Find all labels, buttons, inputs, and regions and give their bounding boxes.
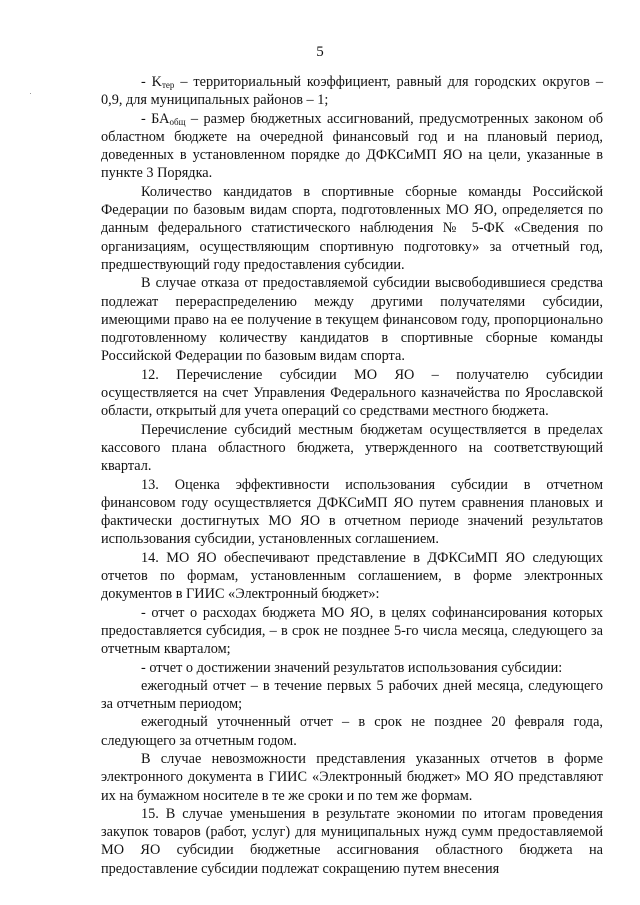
paragraph-ba-obsh: - $БА_{общ}$ – размер бюджетных ассигнований, предусмотренных законом об областном бюджете на очередной финансовый год и на плановый период, доведенных в установленном порядке до ДФКСиМП ЯО на цели, указанные в пункте 3 Порядка. bbox=[101, 110, 603, 182]
document-body bbox=[101, 73, 603, 878]
paragraph-candidates-count: Количество кандидатов в спортивные сборные команды Российской Федерации по базовым видам спорта, подготовленных МО ЯО, определяется по данным федерального статистического наблюдения № 5-ФК «Сведения по организациям, осуществляющим спортивную подготовку» за отчетный год, предшествующий году предоставления субсидии. bbox=[101, 183, 603, 273]
paragraph-item-14: 14. МО ЯО обеспечивают представление в ДФКСиМП ЯО следующих отчетов по формам, установленным соглашением, в форме электронных документов в ГИИС «Электронный бюджет»: bbox=[101, 549, 603, 603]
paragraph-item-12: 12. Перечисление субсидии МО ЯО – получателю субсидии осуществляется на счет Управления Федерального казначейства по Ярославской области, открытый для учета операций со средствами местного бюджета. bbox=[101, 366, 603, 420]
page-number: 5 bbox=[316, 44, 324, 60]
paragraph-kter: - $K_{тер}$ – территориальный коэффициент, равный для городских округов – 0,9, для муниципальных районов – 1; bbox=[101, 74, 603, 109]
paragraph-annual-report: ежегодный отчет – в течение первых 5 рабочих дней месяца, следующего за отчетным периодом; bbox=[101, 677, 603, 713]
paragraph-item-13: 13. Оценка эффективности использования субсидии в отчетном финансовом году осуществляется ДФКСиМП ЯО путем сравнения плановых и фактически достигнутых МО ЯО в отчетном периоде значений результатов использования субсидии, установленных соглашением. bbox=[101, 476, 603, 548]
paragraph-refined-report: ежегодный уточненный отчет – в срок не позднее 20 февраля года, следующего за отчетным годом. bbox=[101, 714, 603, 749]
paragraph-expense-report: - отчет о расходах бюджета МО ЯО, в целях софинансирования которых предоставляется субсидия, – в срок не позднее 5-го числа месяца, следующего за отчетным кварталом; bbox=[101, 604, 603, 658]
paragraph-results-report: - отчет о достижении значений результатов использования субсидии: bbox=[141, 659, 563, 676]
paragraph-item-15: 15. В случае уменьшения в результате экономии по итогам проведения закупок товаров (работ, услуг) для муниципальных нужд сумм предоставляемой МО ЯО субсидии бюджетные ассигнования областного бюджета на предоставление субсидии подлежат сокращению путем внесения bbox=[101, 805, 603, 877]
paragraph-refusal: В случае отказа от предоставляемой субсидии высвободившиеся средства подлежат перераспределению между другими получателями субсидии, имеющими право на ее получение в текущем финансовом году, пропорционально подготовленному количеству кандидатов в спортивные сборные команды Российской Федерации по базовым видам спорта. bbox=[101, 275, 603, 365]
margin-dot bbox=[30, 93, 31, 94]
paragraph-paper-reports: В случае невозможности представления указанных отчетов в форме электронного документа в ГИИС «Электронный бюджет» МО ЯО представляют их на бумажном носителе в те же сроки и по тем же формам. bbox=[101, 750, 603, 804]
paragraph-transfer-limits: Перечисление субсидий местным бюджетам осуществляется в пределах кассового плана областного бюджета, утвержденного на соответствующий квартал. bbox=[101, 421, 603, 475]
